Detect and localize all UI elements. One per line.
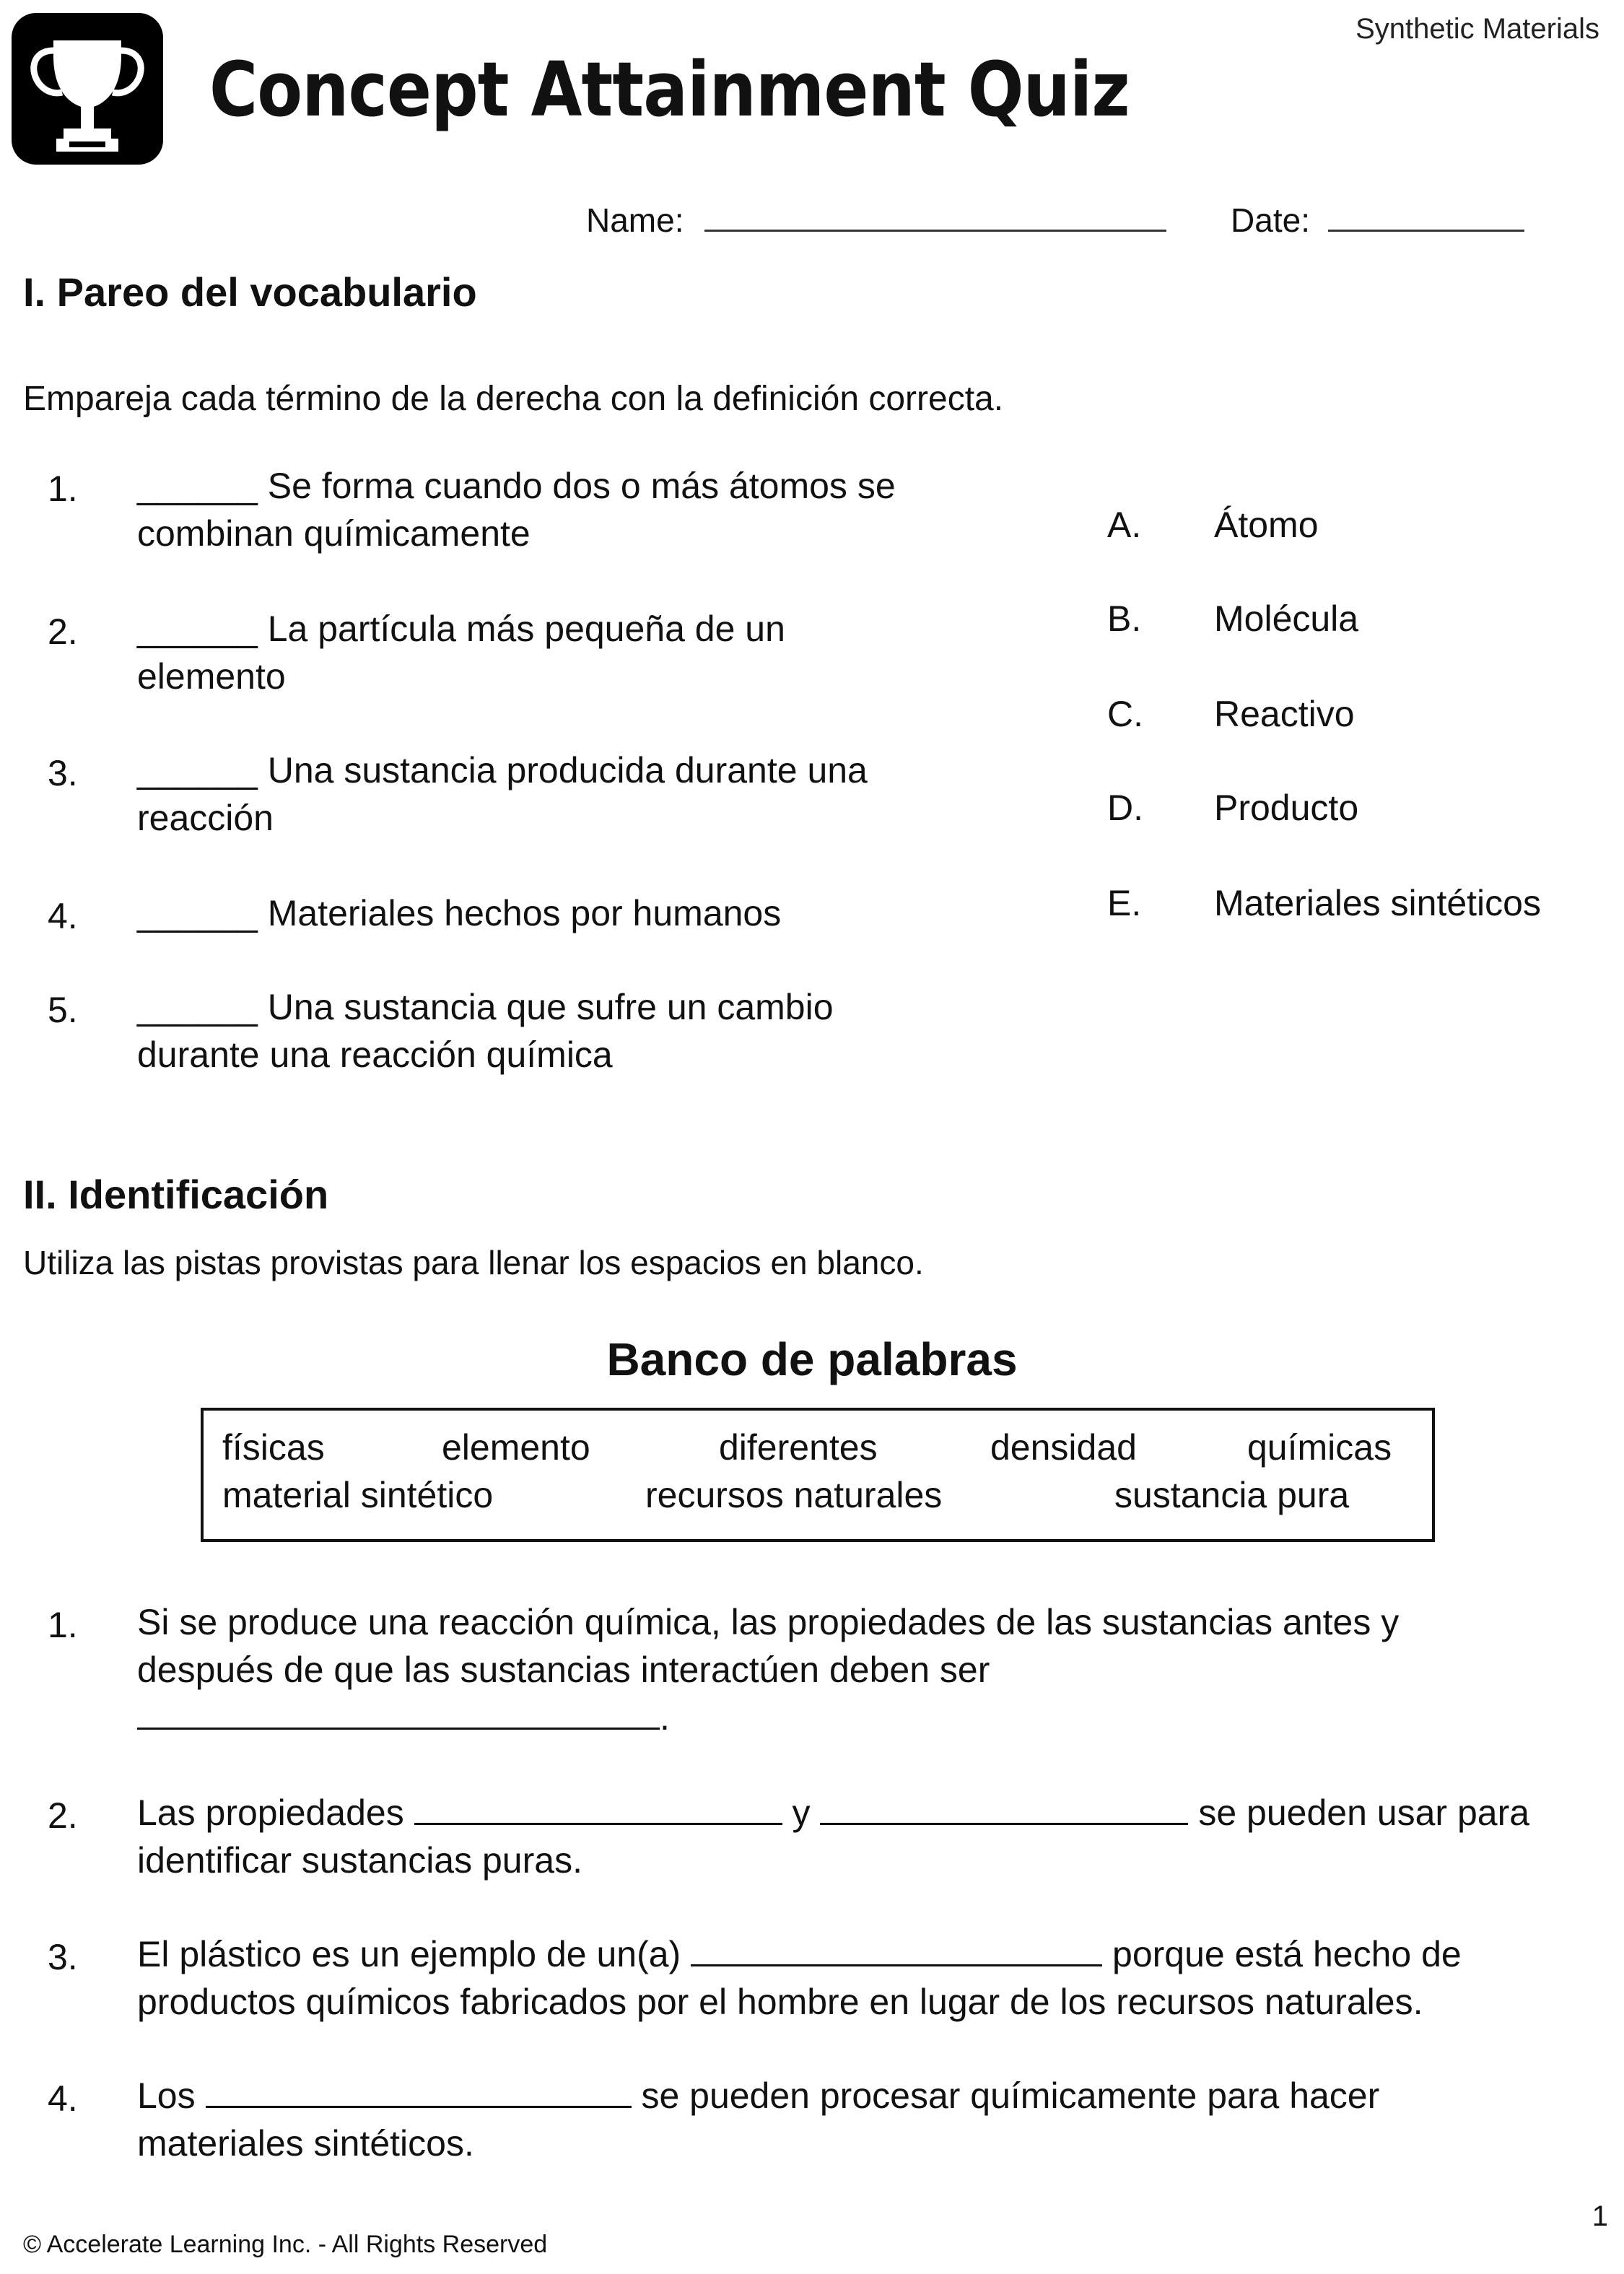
date-label: Date: — [1231, 201, 1310, 239]
question-number: 4. — [48, 2078, 78, 2119]
answer-letter: E. — [1107, 883, 1142, 923]
subject-label: Synthetic Materials — [1355, 13, 1599, 45]
answer-blank[interactable] — [820, 1790, 1188, 1825]
question-number: 5. — [48, 990, 78, 1030]
date-field[interactable] — [1328, 204, 1524, 232]
question-number: 1. — [48, 469, 78, 509]
question-text: ______ Se forma cuando dos o más átomos se combinan químicamente — [137, 466, 896, 554]
question-text: Si se produce una reacción química, las propiedades de las sustancias antes y después de que las sustancias interactúen deben ser . — [137, 1602, 1400, 1738]
question-number: 2. — [48, 1795, 78, 1836]
section1-instructions: Empareja cada término de la derecha con la definición correcta. — [23, 380, 1004, 418]
section2-instructions: Utiliza las pistas provistas para llenar los espacios en blanco. — [23, 1244, 924, 1281]
answer-blank[interactable] — [414, 1790, 782, 1825]
name-label: Name: — [586, 201, 684, 239]
answer-blank[interactable] — [691, 1931, 1102, 1966]
answer-letter: C. — [1107, 694, 1143, 734]
trophy-icon — [12, 13, 163, 165]
question-text: ______ La partícula más pequeña de un elemento — [137, 609, 785, 697]
page-number: 1 — [1592, 2200, 1608, 2232]
section2-heading: II. Identificación — [23, 1172, 329, 1217]
answer-term: Molécula — [1214, 598, 1359, 639]
answer-letter: A. — [1107, 505, 1142, 545]
trophy-logo — [12, 13, 163, 165]
word-bank-word: elemento — [442, 1427, 590, 1468]
section1-heading: I. Pareo del vocabulario — [23, 269, 477, 315]
question-number: 1. — [48, 1605, 78, 1645]
answer-letter: D. — [1107, 788, 1143, 828]
question-text: Las propiedades y se pueden usar para identificar sustancias puras. — [137, 1789, 1529, 1884]
answer-term: Producto — [1214, 788, 1359, 828]
word-bank-word: diferentes — [719, 1427, 878, 1468]
answer-blank[interactable] — [137, 1694, 660, 1730]
word-bank-word: químicas — [1247, 1427, 1392, 1468]
answer-term: Reactivo — [1214, 694, 1355, 734]
question-text: El plástico es un ejemplo de un(a) porque está hecho de productos químicos fabricados por el hombre en lugar de los recursos naturales. — [137, 1930, 1462, 2026]
question-number: 3. — [48, 1937, 78, 1977]
page-title: Concept Attainment Quiz — [209, 45, 1130, 134]
copyright: © Accelerate Learning Inc. - All Rights Reserved — [23, 2231, 548, 2258]
word-bank-word: densidad — [990, 1427, 1137, 1468]
question-number: 4. — [48, 896, 78, 936]
name-date-bar — [586, 201, 1524, 240]
question-text: Los se pueden procesar químicamente para hacer materiales sintéticos. — [137, 2072, 1379, 2167]
word-bank-word: sustancia pura — [1114, 1475, 1350, 1515]
answer-term: Átomo — [1214, 505, 1319, 545]
answer-blank[interactable] — [206, 2073, 632, 2108]
question-number: 2. — [48, 611, 78, 652]
word-bank-title: Banco de palabras — [606, 1333, 1018, 1385]
answer-term: Materiales sintéticos — [1214, 883, 1541, 923]
word-bank-word: material sintético — [222, 1475, 494, 1515]
word-bank — [201, 1408, 1435, 1542]
question-text: ______ Una sustancia producida durante una reacción — [137, 750, 868, 838]
word-bank-word: físicas — [222, 1427, 325, 1468]
question-text: ______ Materiales hechos por humanos — [137, 893, 782, 933]
question-number: 3. — [48, 753, 78, 793]
answer-letter: B. — [1107, 598, 1142, 639]
question-text: ______ Una sustancia que sufre un cambio durante una reacción química — [137, 987, 834, 1075]
name-field[interactable] — [704, 204, 1166, 232]
word-bank-word: recursos naturales — [645, 1475, 943, 1515]
